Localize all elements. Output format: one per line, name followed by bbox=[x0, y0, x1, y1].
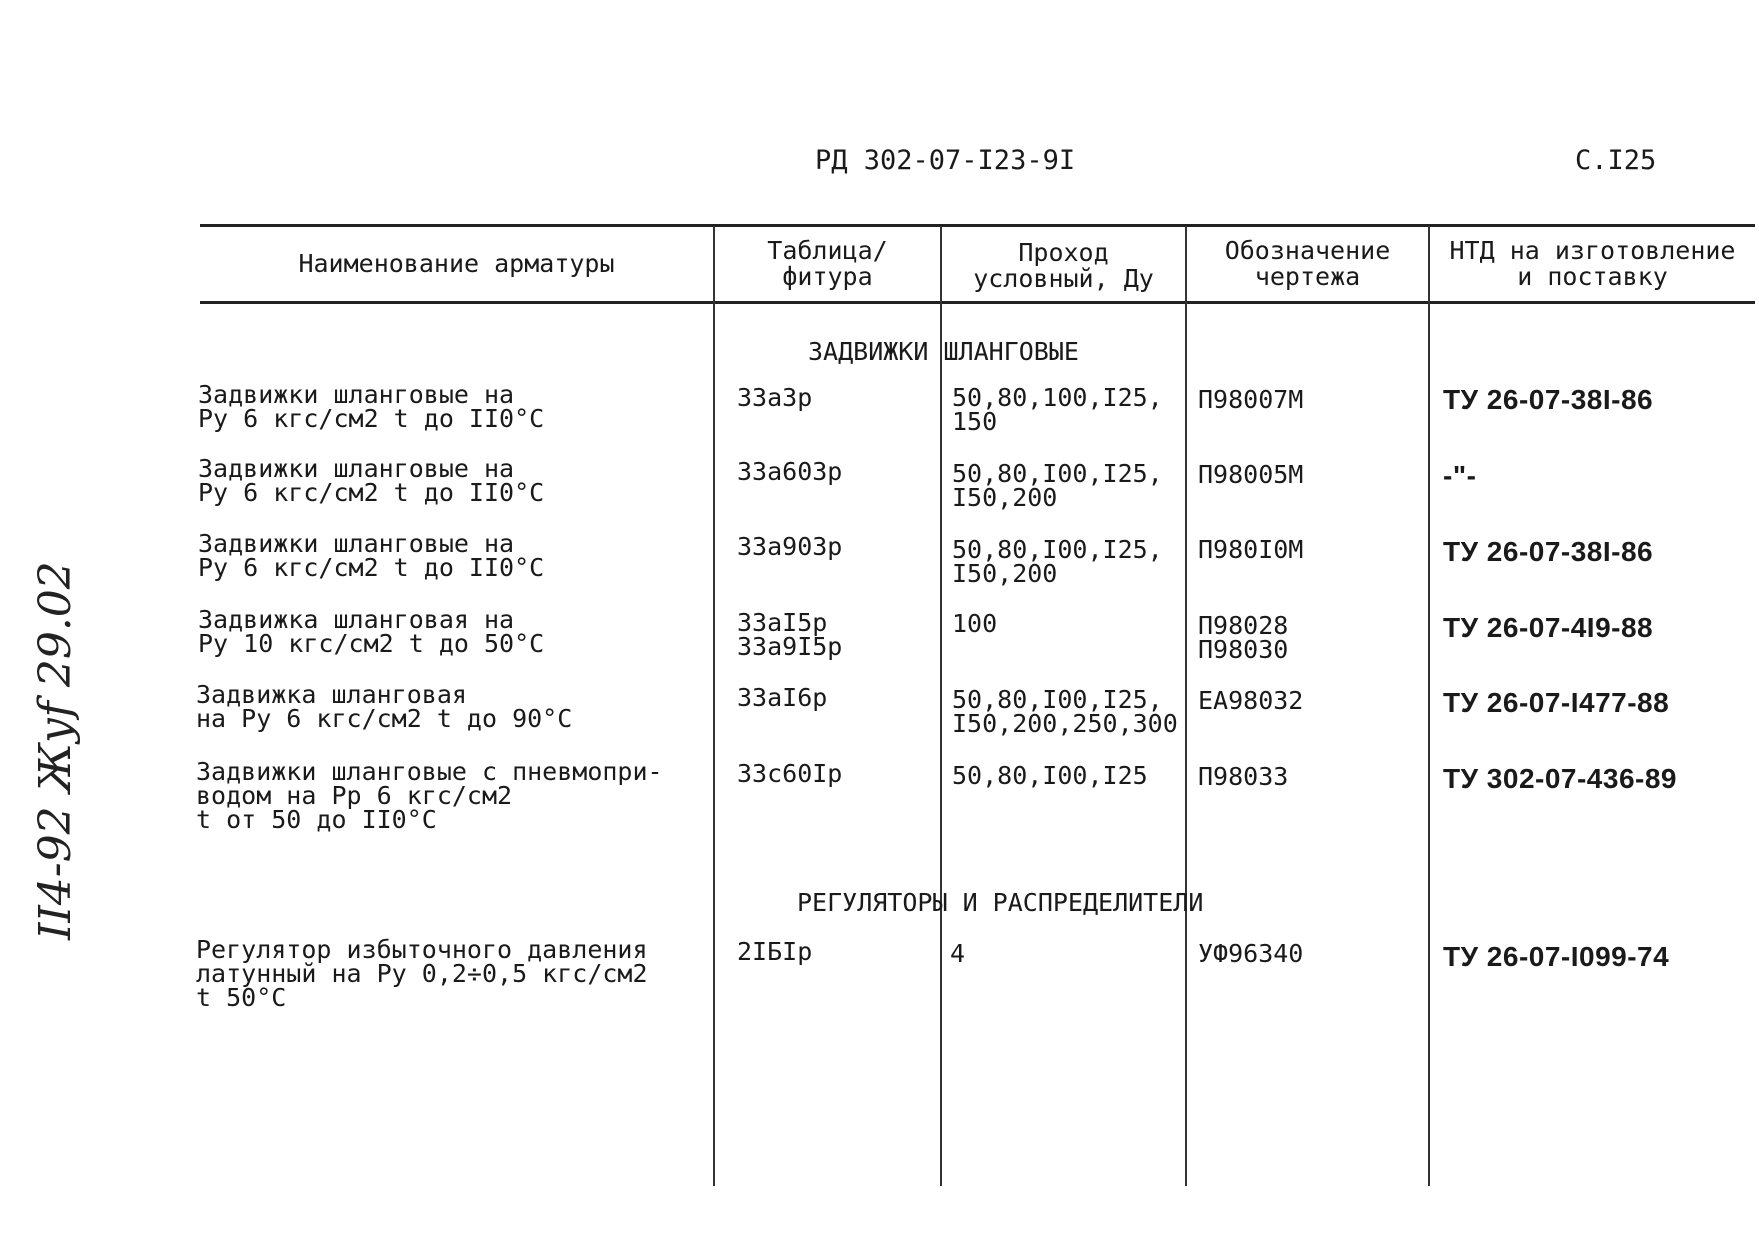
table-row-4-ntd: ТУ 26-07-4I9-88 bbox=[1443, 612, 1654, 643]
column-divider-4 bbox=[1428, 226, 1430, 1186]
table-row-3-fitting: 33а903р bbox=[737, 532, 843, 561]
handwritten-margin-note: II4-92 Жуf 29.02 bbox=[30, 561, 81, 940]
table-row-6-name: Задвижки шланговые с пневмопри- водом на Рр 6 кгс/см2 t от 50 до II0°C bbox=[196, 757, 663, 834]
table-row-3-ntd: ТУ 26-07-38I-86 bbox=[1443, 536, 1654, 567]
table-row-1-fitting: 33а3р bbox=[737, 383, 813, 412]
table-row-5-fitting: 33аI6р bbox=[737, 683, 828, 712]
table-row-4-drawing: П98028 П98030 bbox=[1198, 611, 1289, 664]
table-row-2-ntd: -"- bbox=[1443, 460, 1477, 491]
table-row-3-name: Задвижки шланговые на Ру 6 кгс/см2 t до II0°C bbox=[198, 529, 545, 582]
table-row-7-drawing: УФ96340 bbox=[1198, 939, 1304, 968]
table-row-6-fitting: 33с60Iр bbox=[737, 759, 843, 788]
column-header-ntd: НТД на изготовление и поставку bbox=[1449, 236, 1736, 291]
table-row-7-name: Регулятор избыточного давления латунный на Ру 0,2÷0,5 кгс/см2 t 50°C bbox=[196, 935, 648, 1012]
column-divider-2 bbox=[940, 226, 942, 1186]
table-row-5-name: Задвижка шланговая на Ру 6 кгс/см2 t до 90°C bbox=[196, 680, 573, 733]
column-header-name: Наименование арматуры bbox=[298, 249, 615, 278]
table-row-5-dn: 50,80,I00,I25, I50,200,250,300 bbox=[952, 685, 1178, 738]
table-row-1-dn: 50,80,100,I25, 150 bbox=[952, 383, 1163, 436]
table-row-1-ntd: ТУ 26-07-38I-86 bbox=[1443, 384, 1654, 415]
table-row-3-drawing: П980I0М bbox=[1198, 535, 1304, 564]
table-row-4-name: Задвижка шланговая на Ру 10 кгс/см2 t до 50°C bbox=[198, 605, 545, 658]
table-row-1-drawing: П98007М bbox=[1198, 385, 1304, 414]
page-number: С.I25 bbox=[1575, 145, 1657, 176]
table-header-rule bbox=[200, 301, 1755, 304]
table-row-7-dn: 4 bbox=[950, 939, 966, 968]
table-row-3-dn: 50,80,I00,I25, I50,200 bbox=[952, 535, 1163, 588]
document-code: РД 302-07-I23-9I bbox=[815, 145, 1076, 176]
column-divider-3 bbox=[1185, 226, 1187, 1186]
table-top-rule bbox=[200, 224, 1755, 227]
table-row-6-dn: 50,80,I00,I25 bbox=[952, 761, 1148, 790]
table-row-4-fitting: 33аI5р 33а9I5р bbox=[737, 608, 843, 661]
column-header-drawing: Обозначение чертежа bbox=[1224, 236, 1391, 291]
table-row-1-name: Задвижки шланговые на Ру 6 кгс/см2 t до II0°C bbox=[198, 380, 545, 433]
section-title-hose-valves: ЗАДВИЖКИ ШЛАНГОВЫЕ bbox=[808, 337, 1079, 366]
table-row-2-dn: 50,80,I00,I25, I50,200 bbox=[952, 459, 1163, 512]
column-divider-1 bbox=[713, 226, 715, 1186]
table-row-5-ntd: ТУ 26-07-I477-88 bbox=[1443, 687, 1670, 718]
table-row-4-dn: 100 bbox=[952, 609, 998, 638]
section-title-regulators: РЕГУЛЯТОРЫ И РАСПРЕДЕЛИТЕЛИ bbox=[797, 888, 1204, 917]
column-header-nominal-bore: Проход условный, Ду bbox=[973, 238, 1154, 293]
table-row-6-drawing: П98033 bbox=[1198, 762, 1289, 791]
table-row-5-drawing: ЕА98032 bbox=[1198, 686, 1304, 715]
table-row-6-ntd: ТУ 302-07-436-89 bbox=[1443, 763, 1677, 794]
table-row-2-name: Задвижки шланговые на Ру 6 кгс/см2 t до II0°C bbox=[198, 454, 545, 507]
table-row-2-fitting: 33а603р bbox=[737, 457, 843, 486]
column-header-fitting: Таблица/ фитура bbox=[767, 236, 888, 291]
table-row-7-fitting: 2IБIр bbox=[737, 937, 813, 966]
table-row-7-ntd: ТУ 26-07-I099-74 bbox=[1443, 941, 1670, 972]
table-row-2-drawing: П98005М bbox=[1198, 460, 1304, 489]
